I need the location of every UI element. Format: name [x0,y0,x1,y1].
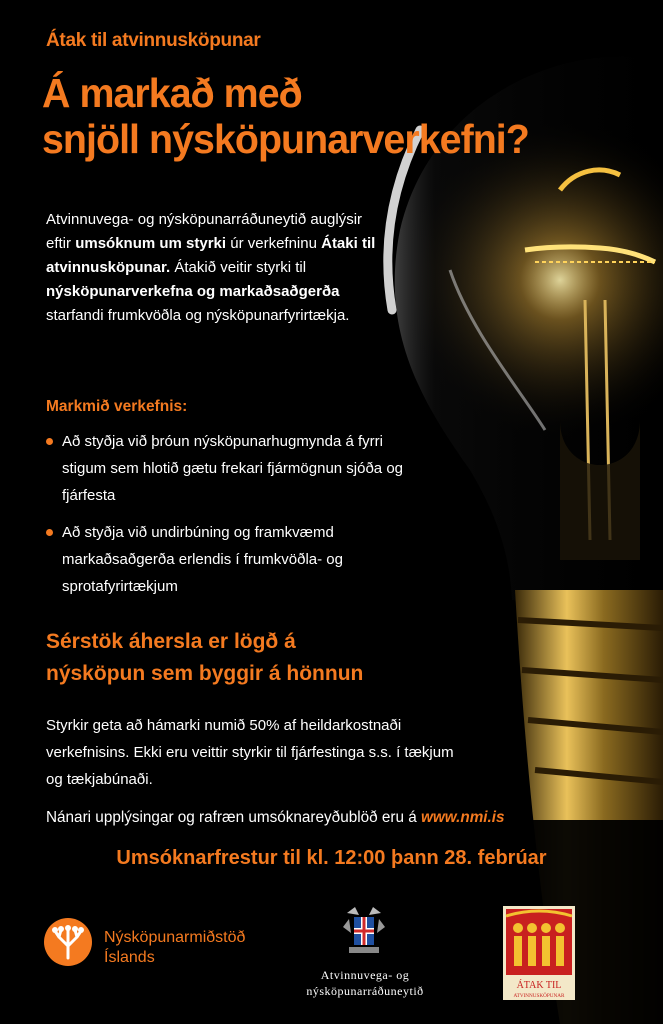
ministry-name-line-2: nýsköpunarráðuneytið [306,984,424,998]
atak-logo-line-2: ATVINNUSKÖPUNAR [513,993,565,999]
intro-text-3: Átakið veitir styrki til [170,259,307,276]
goal-item: Að styðja við undirbúning og framkvæmd markaðsaðgerða erlendis í frumkvöðla- og sprotafyrirtækjum [46,519,426,600]
coat-of-arms-icon [341,905,387,957]
intro-bold-3: nýsköpunarverkefna og markaðsaðgerða [46,283,340,300]
goals-heading: Markmið verkefnis: [46,398,188,415]
ministry-name-line-1: Atvinnuvega- og [320,968,410,982]
grant-paragraph: Styrkir geta að hámarki numið 50% af heildarkostnaði verkefnisins. Ekki eru veittir styrkir til fjárfestinga s.s. í tækjum og tækjabúnaði. [46,717,454,788]
intro-bold-2: Átaki til atvinnusköpunar. [46,235,376,276]
info-text: Nánari upplýsingar og rafræn umsóknareyðublöð eru á [46,809,421,826]
headline [42,70,529,162]
intro-text-4: starfandi frumkvöðla og nýsköpunarfyrirtækja. [46,307,350,324]
intro-paragraph [46,208,376,328]
nmi-name-line-2: Íslands [104,949,155,966]
intro-text-1: Atvinnuvega- og nýsköpunarráðuneytið auglýsir eftir [46,211,363,252]
headline-line-1: Á markað með [42,70,302,116]
intro-text-2: úr verkefninu [226,235,322,252]
info-line [46,809,505,827]
kicker-title: Átak til atvinnusköpunar [46,30,261,51]
atak-logo-icon [503,906,575,1000]
nmi-name-line-1: Nýsköpunarmiðstöð [104,929,246,946]
goal-item: Að styðja við þróun nýsköpunarhugmynda á fyrri stigum sem hlotið gætu frekari fjármögnun sjóða og fjárfesta [46,428,426,509]
ministry-name [250,967,480,999]
emphasis-line-1: Sérstök áhersla er lögð á [46,630,296,653]
atak-logo-line-1: ÁTAK TIL [516,980,562,991]
tree-icon [44,918,92,966]
emphasis-heading [46,626,466,690]
website-link[interactable]: www.nmi.is [420,809,505,826]
headline-line-2: snjöll nýsköpunarverkefni? [42,116,529,162]
deadline: Umsóknarfrestur til kl. 12:00 þann 28. febrúar [116,847,547,869]
nmi-name [104,928,245,968]
emphasis-line-2: nýsköpun sem byggir á hönnun [46,662,364,685]
goals-list [46,428,426,610]
intro-bold-1: umsóknum um styrki [75,235,227,252]
